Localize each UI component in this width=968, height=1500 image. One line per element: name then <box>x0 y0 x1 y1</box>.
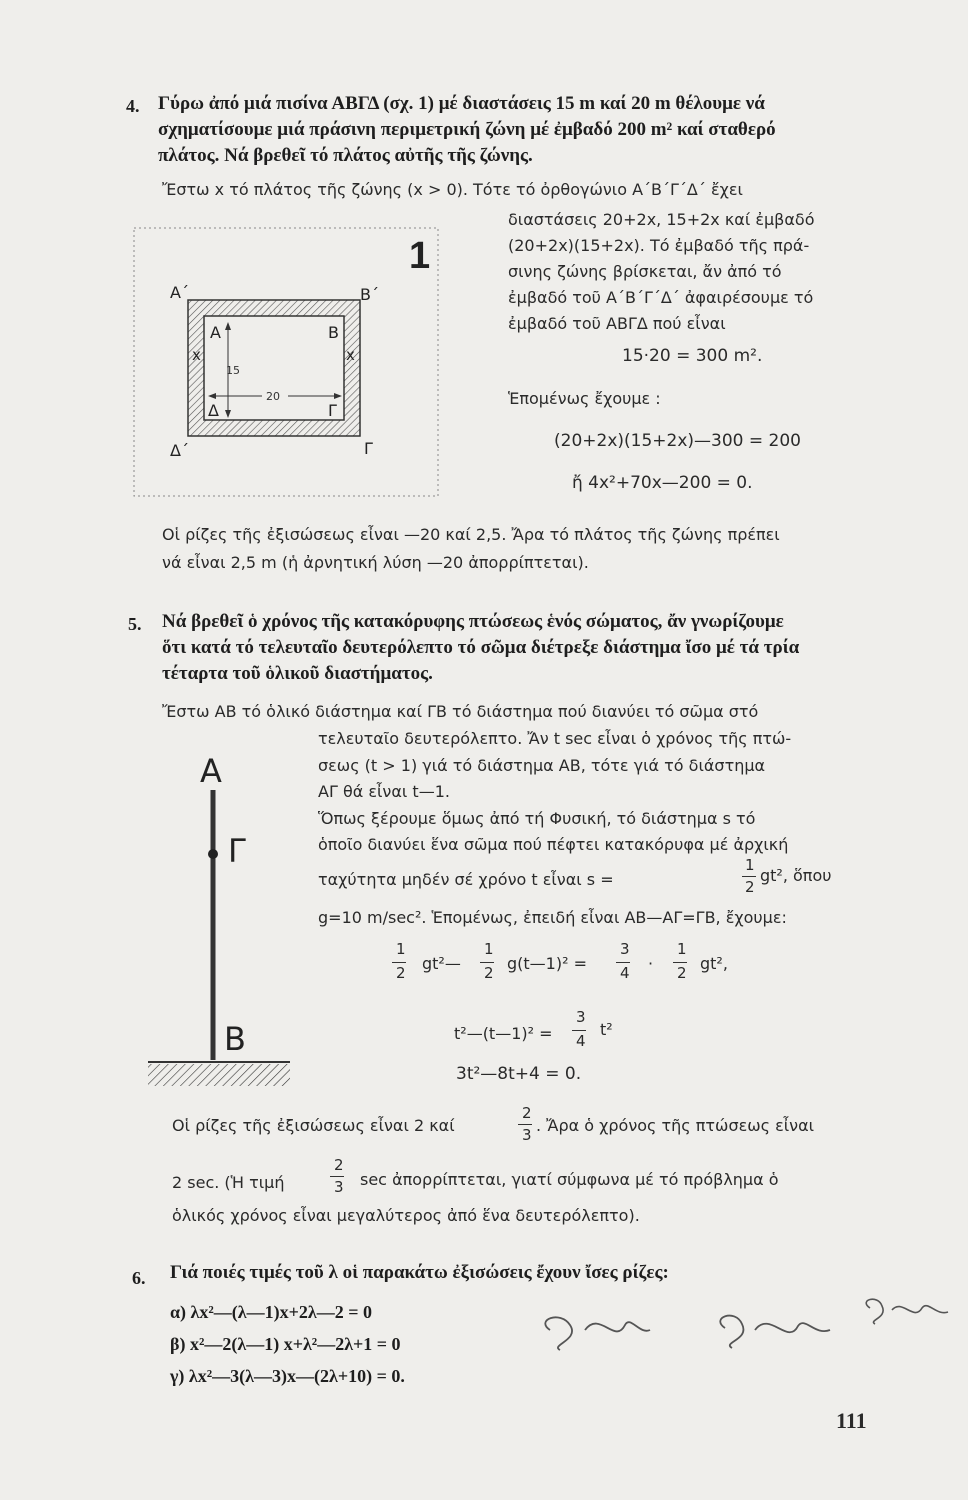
eq2-left: t²—(t—1)² = <box>454 1024 553 1043</box>
inner-label-d: Δ <box>208 401 219 420</box>
handwritten-scribbles <box>530 1290 960 1370</box>
problem-4-statement-line: πλάτος. Νά βρεθεῖ τό πλάτος αὐτῆς τῆς ζώνης. <box>158 145 533 166</box>
frac-num: 1 <box>745 856 755 874</box>
problem-4-conclusion <box>162 521 780 577</box>
inner-label-a: Α <box>210 323 221 342</box>
problem-5-statement <box>162 609 799 687</box>
conclusion-line: Οἱ ρίζες τῆς ἐξισώσεως εἶναι —20 καί 2,5. Ἄρα τό πλάτος τῆς ζώνης πρέπει <box>162 525 780 544</box>
problem-4-statement-line: Γύρω ἀπό μιά πισίνα ΑΒΓΔ (σχ. 1) μέ διαστάσεις 15 m καί 20 m θέλουμε νά <box>158 93 765 114</box>
problem-6-number: 6. <box>132 1268 146 1288</box>
problem-4-statement-line: σχηματίσουμε μιά πράσινη περιμετρική ζώνη μέ ἐμβαδό 200 m² καί σταθερό <box>158 119 776 140</box>
dimension-15-label: 15 <box>226 364 240 377</box>
equation-item: α) λx²—(λ—1)x+2λ—2 = 0 <box>170 1302 372 1322</box>
side-label-x-left: x <box>192 346 201 364</box>
problem-5-solution-intro: Ἔστω ΑΒ τό ὁλικό διάστημα καί ΓΒ τό διάστημα πού διανύει τό σῶμα στό <box>162 702 759 721</box>
last-right: sec ἀπορρίπτεται, γιατί σύμφωνα μέ τό πρόβλημα ὁ <box>360 1170 779 1189</box>
frac-den: 2 <box>396 964 406 982</box>
problem-6-statement: Γιά ποιές τιμές τοῦ λ οἱ παρακάτω ἐξισώσεις ἔχουν ἴσες ρίζες: <box>170 1262 669 1283</box>
eq3: 3t²—8t+4 = 0. <box>456 1064 582 1084</box>
line-s-right: gt², ὅπου <box>760 866 832 885</box>
frac-num: 3 <box>576 1008 586 1026</box>
equation-2: ἤ 4x²+70x—200 = 0. <box>572 473 753 493</box>
problem-5-number: 5. <box>128 614 142 634</box>
scribble-2 <box>720 1316 830 1348</box>
figure-1-pool-diagram <box>132 218 442 500</box>
eq-part: g(t—1)² = <box>507 954 587 973</box>
roots-left: Οἱ ρίζες τῆς ἐξισώσεως εἶναι 2 καί <box>172 1116 455 1135</box>
line-s-left: ταχύτητα μηδέν σέ χρόνο t εἶναι s = <box>318 870 614 889</box>
problem-5-solution-right <box>318 726 791 859</box>
frac-den: 2 <box>745 878 755 896</box>
frac-num: 1 <box>484 940 494 958</box>
frac-den: 4 <box>620 964 630 982</box>
equation-item: β) x²—2(λ—1) x+λ²—2λ+1 = 0 <box>170 1334 401 1354</box>
solution-line: ὁποῖο διανύει ἕνα σῶμα πού πέφτει κατακόρυφα μέ ἀρχική <box>318 835 789 854</box>
figure-number: 1 <box>409 235 431 277</box>
frac-num: 2 <box>334 1156 344 1174</box>
frac-den: 2 <box>484 964 494 982</box>
solution-line: ἐμβαδό τοῦ Α΄Β΄Γ΄Δ΄ ἀφαιρέσουμε τό <box>508 288 814 307</box>
last-left: 2 sec. (Ἡ τιμή <box>172 1173 285 1192</box>
fraction-bar <box>616 962 630 963</box>
solution-line: διαστάσεις 20+2x, 15+2x καί ἐμβαδό <box>508 210 815 229</box>
page-number: 111 <box>836 1408 867 1433</box>
solution-line: ἐμβαδό τοῦ ΑΒΓΔ πού εἶναι <box>508 314 726 333</box>
label-a: Α <box>200 752 222 790</box>
outer-label-a: Α΄ <box>170 283 189 302</box>
equation-1: (20+2x)(15+2x)—300 = 200 <box>554 431 801 451</box>
frac-num: 1 <box>677 940 687 958</box>
eq2-right: t² <box>600 1020 613 1039</box>
line-g: g=10 m/sec². Ἑπομένως, ἐπειδή εἶναι ΑΒ—ΑΓ=ΓΒ, ἔχουμε: <box>318 908 787 927</box>
outer-label-d: Δ΄ <box>170 441 189 460</box>
solution-line: σινης ζώνης βρίσκεται, ἄν ἀπό τό <box>508 262 782 281</box>
eq-part: gt², <box>700 954 728 973</box>
outer-label-g: Γ <box>364 439 373 458</box>
fraction-bar <box>480 962 494 963</box>
fraction-bar <box>742 876 756 877</box>
frac-num: 1 <box>396 940 406 958</box>
point-g-dot <box>208 849 218 859</box>
problem-4-solution-intro: Ἔστω x τό πλάτος τῆς ζώνης (x > 0). Τότε τό ὀρθογώνιο Α΄Β΄Γ΄Δ΄ ἔχει <box>162 180 743 199</box>
problem-4-number: 4. <box>126 96 140 116</box>
solution-line: Ὅπως ξέρουμε ὅμως ἀπό τή Φυσική, τό διάστημα s τό <box>318 808 756 828</box>
eq-part: gt²— <box>422 954 461 973</box>
fraction-bar <box>330 1176 344 1177</box>
figure-falling-body <box>140 744 300 1096</box>
last-line: ὁλικός χρόνος εἶναι μεγαλύτερος ἀπό ἕνα δευτερόλεπτο). <box>172 1206 640 1225</box>
conclusion-line: νά εἶναι 2,5 m (ἡ ἀρνητική λύση —20 ἀπορρίπτεται). <box>162 553 589 572</box>
fraction-bar <box>518 1124 532 1125</box>
problem-4-statement <box>158 91 776 169</box>
inner-label-g: Γ <box>328 401 337 420</box>
frac-den: 3 <box>334 1178 344 1196</box>
label-b: Β <box>224 1020 246 1058</box>
frac-num: 3 <box>620 940 630 958</box>
fraction-bar <box>572 1030 586 1031</box>
ground-hatch <box>148 1064 290 1086</box>
inner-label-b: Β <box>328 323 339 342</box>
outer-label-b: Β΄ <box>360 285 379 304</box>
frac-num: 2 <box>522 1104 532 1122</box>
side-label-x-right: x <box>346 346 355 364</box>
solution-line: ΑΓ θά εἶναι t—1. <box>318 782 450 801</box>
scribble-1 <box>545 1317 650 1350</box>
problem-5-statement-line: Νά βρεθεῖ ὁ χρόνος τῆς κατακόρυφης πτώσεως ἑνός σώματος, ἄν γνωρίζουμε <box>162 611 784 632</box>
fraction-bar <box>392 962 406 963</box>
scribble-3 <box>866 1299 948 1324</box>
frac-den: 4 <box>576 1032 586 1050</box>
problem-6-items <box>170 1296 405 1392</box>
equation-item: γ) λx²—3(λ—3)x—(2λ+10) = 0. <box>170 1366 405 1386</box>
dimension-20-label: 20 <box>266 390 280 403</box>
problem-5-statement-line: ὅτι κατά τό τελευταῖο δευτερόλεπτο τό σῶμα διέτρεξε διάστημα ἴσο μέ τά τρία <box>162 637 800 658</box>
label-g: Γ <box>228 832 246 870</box>
pool <box>204 316 344 420</box>
equation-area: 15·20 = 300 m². <box>622 346 763 366</box>
therefore-text: Ἑπομένως ἔχουμε : <box>508 389 661 408</box>
solution-line: σεως (t > 1) γιά τό διάστημα ΑΒ, τότε γιά τό διάστημα <box>318 755 766 775</box>
fraction-bar <box>673 962 687 963</box>
solution-line: τελευταῖο δευτερόλεπτο. Ἄν t sec εἶναι ὁ χρόνος τῆς πτώ- <box>318 729 792 748</box>
frac-den: 3 <box>522 1126 532 1144</box>
frac-den: 2 <box>677 964 687 982</box>
eq-part: · <box>648 954 654 973</box>
problem-4-solution-right <box>508 207 814 337</box>
solution-line: (20+2x)(15+2x). Τό ἐμβαδό τῆς πρά- <box>508 236 810 255</box>
problem-5-statement-line: τέταρτα τοῦ ὁλικοῦ διαστήματος. <box>162 663 433 684</box>
roots-right: . Ἄρα ὁ χρόνος τῆς πτώσεως εἶναι <box>536 1116 815 1135</box>
